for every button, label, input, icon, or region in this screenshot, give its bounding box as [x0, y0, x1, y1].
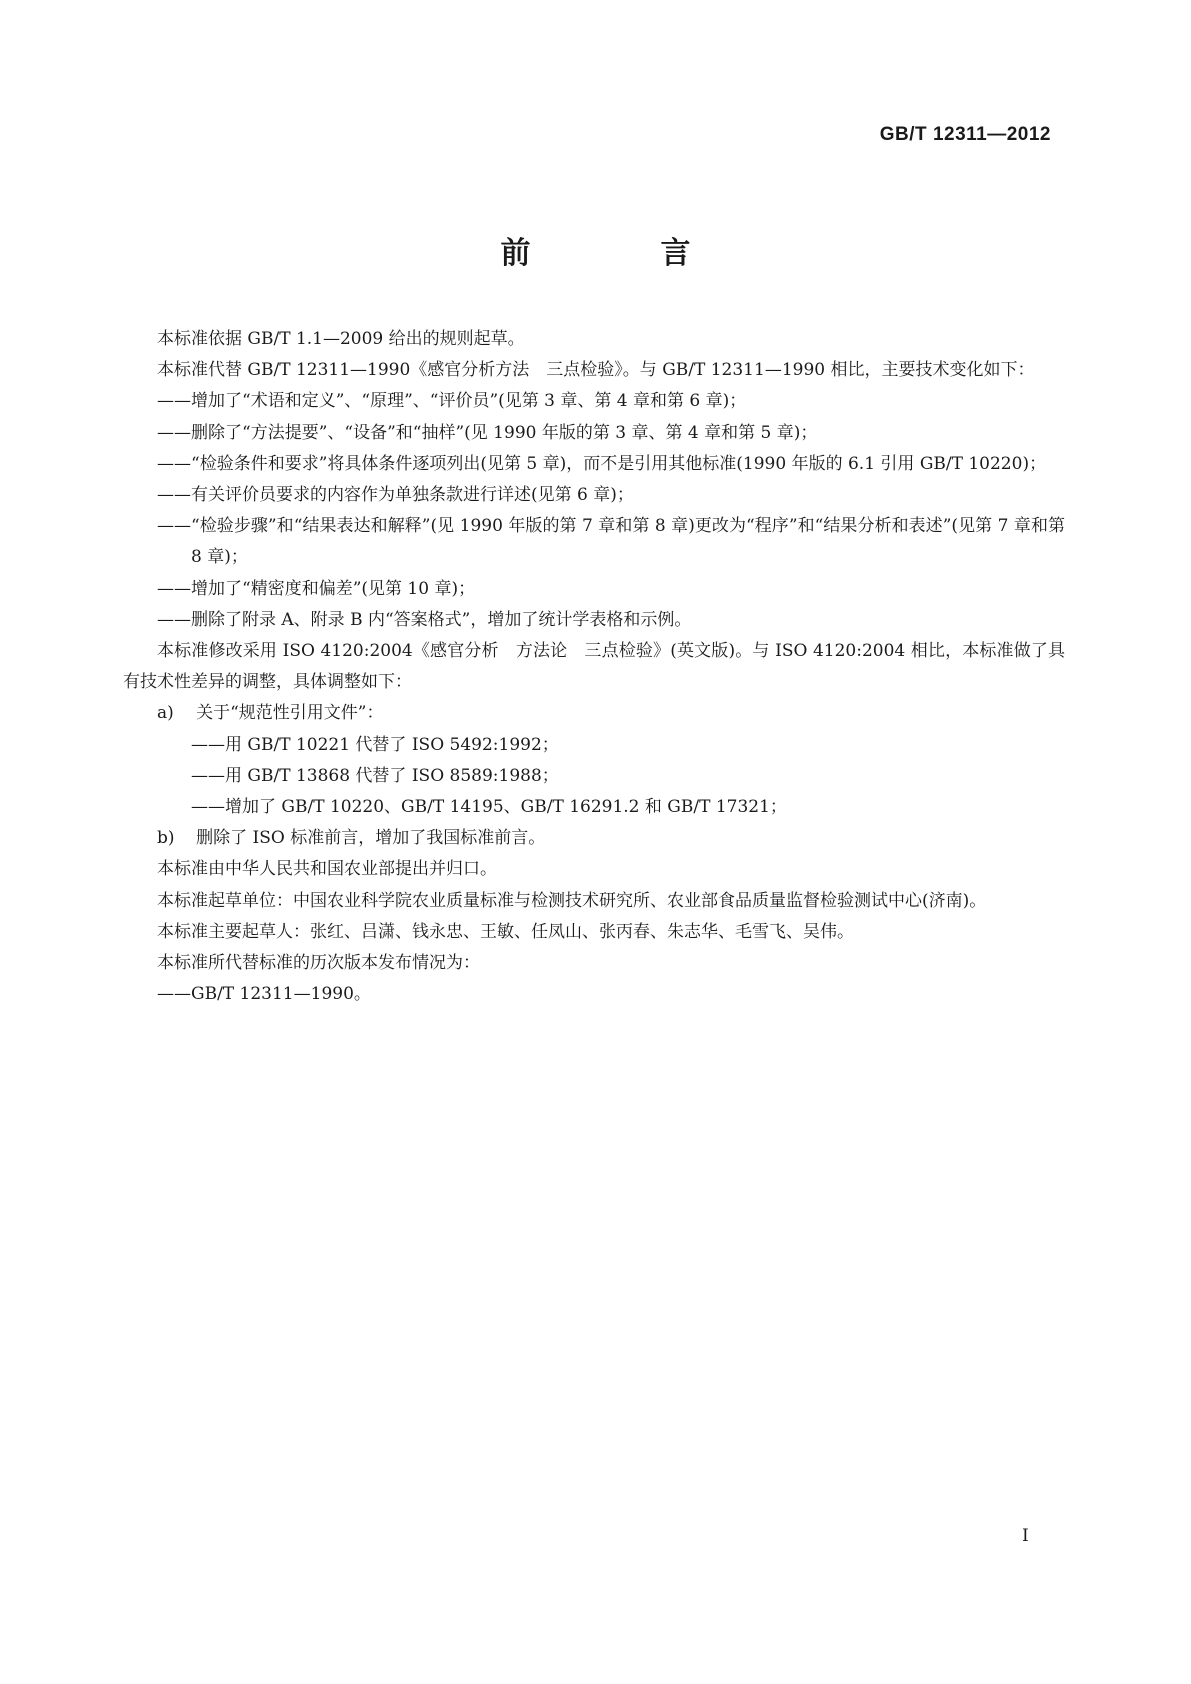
- list-item-a: [123, 698, 1065, 729]
- page-number: I: [1022, 1526, 1029, 1546]
- paragraph-iso-adoption: 本标准修改采用 ISO 4120:2004《感官分析 方法论 三点检验》(英文版)。与 ISO 4120:2004 相比，本标准做了具有技术性差异的调整，具体调整如下：: [123, 641, 1065, 693]
- paragraph-replacement: 本标准代替 GB/T 12311—1990《感官分析方法 三点检验》。与 GB/T 12311—1990 相比，主要技术变化如下：: [157, 360, 1035, 381]
- change-item: ——增加了“精密度和偏差”(见第 10 章)；: [157, 578, 476, 599]
- change-item: ——“检验条件和要求”将具体条件逐项列出(见第 5 章)，而不是引用其他标准(1990 年版的 6.1 引用 GB/T 10220)；: [157, 453, 1047, 474]
- list-marker: a): [157, 703, 174, 724]
- list-item-text: 删除了 ISO 标准前言，增加了我国标准前言。: [196, 828, 546, 849]
- change-item: ——删除了“方法提要”、“设备”和“抽样”(见 1990 年版的第 3 章、第 4 章和第 5 章)；: [157, 422, 818, 443]
- list-marker: b): [157, 828, 175, 849]
- page-title: 前 言: [500, 236, 741, 271]
- paragraph-proposer: 本标准由中华人民共和国农业部提出并归口。: [157, 859, 497, 880]
- paragraph-history-intro: 本标准所代替标准的历次版本发布情况为：: [157, 953, 480, 974]
- list-item-text: 关于“规范性引用文件”：: [196, 703, 384, 724]
- change-item: ——增加了“术语和定义”、“原理”、“评价员”(见第 3 章、第 4 章和第 6 章)；: [157, 391, 747, 412]
- sub-change-item: ——用 GB/T 13868 代替了 ISO 8589:1988；: [191, 765, 559, 786]
- change-item: ——有关评价员要求的内容作为单独条款进行详述(见第 6 章)；: [157, 485, 634, 506]
- sub-change-item: ——增加了 GB/T 10220、GB/T 14195、GB/T 16291.2 和 GB/T 17321；: [191, 797, 787, 818]
- paragraph-drafting-units: 本标准起草单位：中国农业科学院农业质量标准与检测技术研究所、农业部食品质量监督检验测试中心(济南)。: [157, 890, 987, 911]
- history-item: ——GB/T 12311—1990。: [157, 984, 371, 1005]
- change-item: ——删除了附录 A、附录 B 内“答案格式”，增加了统计学表格和示例。: [157, 609, 692, 630]
- paragraph-drafting-rules: 本标准依据 GB/T 1.1—2009 给出的规则起草。: [157, 329, 525, 349]
- list-item-b: [123, 823, 1065, 854]
- standard-code: GB/T 12311—2012: [879, 124, 1051, 145]
- foreword-body: [123, 324, 1065, 1010]
- paragraph-drafters: 本标准主要起草人：张红、吕潇、钱永忠、王敏、任凤山、张丙春、朱志华、毛雪飞、吴伟。: [157, 921, 854, 942]
- sub-change-item: ——用 GB/T 10221 代替了 ISO 5492:1992；: [191, 734, 559, 755]
- change-item: ——“检验步骤”和“结果表达和解释”(见 1990 年版的第 7 章和第 8 章)更改为“程序”和“结果分析和表述”(见第 7 章和第 8 章)；: [157, 516, 1065, 568]
